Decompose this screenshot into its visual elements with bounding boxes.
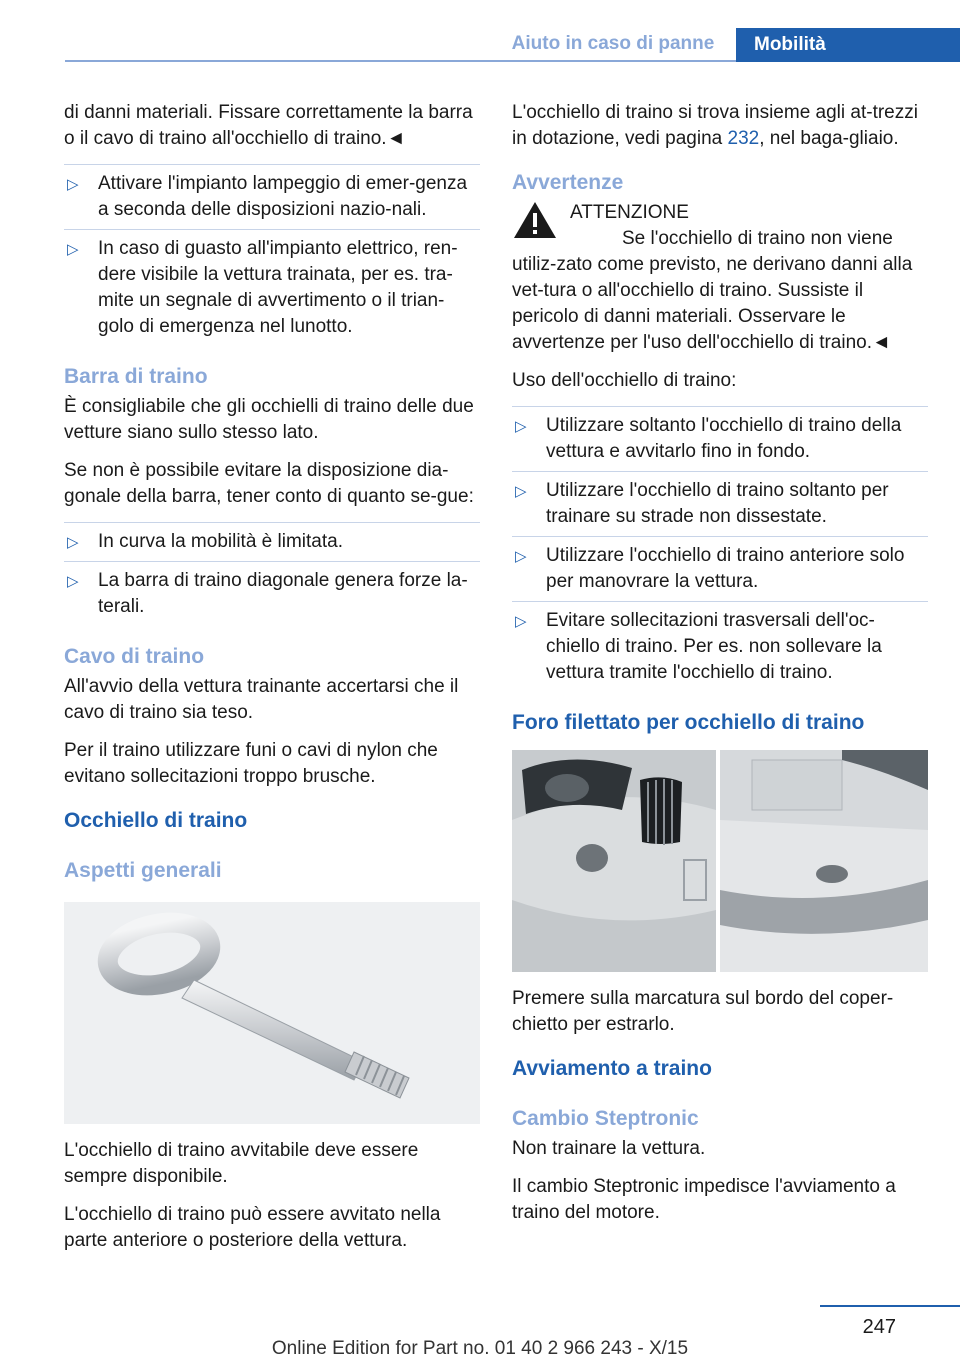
paragraph: Il cambio Steptronic impedisce l'avviamento a traino del motore. [512,1176,896,1223]
paragraph: All'avvio della vettura trainante accertarsi che il cavo di traino sia teso. [64,676,459,723]
right-intro-paragraph: L'occhiello di traino si trova insieme agli at-trezzi in dotazione, vedi pagina 232, nel baga-gliaio. [512,102,918,149]
triangle-bullet-icon: ▷ [67,534,79,551]
header-chapter-tab: Mobilità [736,28,960,62]
triangle-bullet-icon: ▷ [515,418,527,435]
heading-occhiello-di-traino: Occhiello di traino [64,809,248,832]
paragraph: Uso dell'occhiello di traino: [512,370,737,391]
list-item: ▷ Evitare sollecitazioni trasversali dell'oc-chiello di traino. Per es. non sollevare la vettura tramite l'occhiello di traino. [512,601,928,692]
heading-cambio-steptronic: Cambio Steptronic [512,1107,699,1130]
heading-aspetti-generali: Aspetti generali [64,859,222,882]
list-item: ▷ La barra di traino diagonale genera forze la-terali. [64,561,480,626]
paragraph: L'occhiello di traino avvitabile deve essere sempre disponibile. [64,1140,419,1187]
right-column [512,100,928,1238]
page-number: 247 [862,1316,896,1338]
heading-barra-di-traino: Barra di traino [64,365,208,388]
heading-foro-filettato: Foro filettato per occhiello di traino [512,711,865,734]
list-item: ▷ Utilizzare l'occhiello di traino soltanto per trainare su strade non dissestate. [512,471,928,536]
edition-footer: Online Edition for Part no. 01 40 2 966 243 - X/15 [271,1338,689,1359]
paragraph: È consigliabile che gli occhielli di traino delle due vetture siano sullo stesso lato. [64,396,474,443]
heading-avvertenze: Avvertenze [512,171,624,194]
triangle-bullet-icon: ▷ [67,241,79,258]
list-item: ▷ Attivare l'impianto lampeggio di emer-genza a seconda delle disposizioni nazio-nali. [64,164,480,229]
triangle-bullet-icon: ▷ [67,176,79,193]
paragraph: Premere sulla marcatura sul bordo del coper-chietto per estrarlo. [512,988,894,1035]
car-bumper-icon [512,750,928,972]
left-bullet-list-2 [64,522,480,626]
page-reference-link[interactable]: 232 [727,128,760,149]
paragraph: Non trainare la vettura. [512,1138,706,1159]
header-section-title: Aiuto in caso di panne [511,33,715,54]
left-bullet-list-1 [64,164,480,346]
list-item: ▷ In caso di guasto all'impianto elettrico, ren-dere visibile la vettura trainata, per es. tra-mite un segnale di avvertimento o il trian-golo di emergenza nel lunotto. [64,229,480,346]
towing-eye-icon [64,902,480,1124]
towing-eye-illustration [64,902,480,1124]
list-item: ▷ Utilizzare l'occhiello di traino anteriore solo per manovrare la vettura. [512,536,928,601]
paragraph: Per il traino utilizzare funi o cavi di nylon che evitano sollecitazioni troppo brusche. [64,740,438,787]
left-column [64,100,480,1266]
paragraph: L'occhiello di traino può essere avvitato nella parte anteriore o posteriore della vettura. [64,1204,441,1251]
heading-cavo-di-traino: Cavo di traino [64,645,205,668]
triangle-bullet-icon: ▷ [515,548,527,565]
triangle-bullet-icon: ▷ [67,573,79,590]
warning-label: ATTENZIONE [570,202,689,223]
car-front-bumper-photo [512,750,928,972]
warning-text: Se l'occhiello di traino non viene utiliz-zato come previsto, ne derivano danni alla vet-tura o all'occhiello di traino. Sussiste il pericolo di danni materiali. Osservare le avvertenze per l'uso dell'occhiello di traino.◄ [512,228,913,353]
warning-triangle-icon [512,200,558,240]
list-item: ▷ In curva la mobilità è limitata. [64,522,480,561]
triangle-bullet-icon: ▷ [515,613,527,630]
right-bullet-list [512,406,928,692]
left-intro-paragraph: di danni materiali. Fissare correttamente la barra o il cavo di traino all'occhiello di traino.◄ [64,102,473,149]
list-item: ▷ Utilizzare soltanto l'occhiello di traino della vettura e avvitarlo fino in fondo. [512,406,928,471]
triangle-bullet-icon: ▷ [515,483,527,500]
paragraph: Se non è possibile evitare la disposizione dia-gonale della barra, tener conto di quanto se-gue: [64,460,474,507]
heading-avviamento-a-traino: Avviamento a traino [512,1057,712,1080]
footer-rule [820,1305,960,1307]
warning-block [512,200,928,356]
